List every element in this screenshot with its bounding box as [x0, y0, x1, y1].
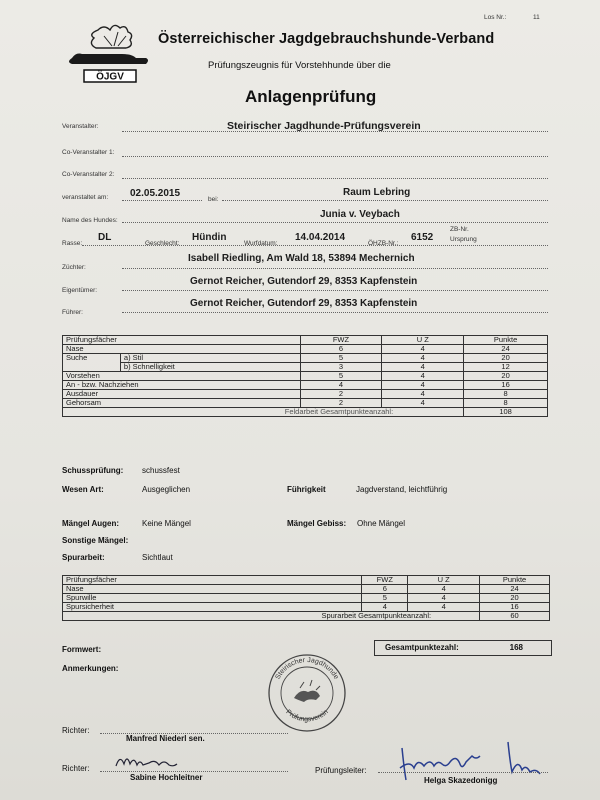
eigentuemer-label: Eigentümer: — [62, 287, 98, 294]
richter1-label: Richter: — [62, 726, 90, 735]
fuehrigkeit-value: Jagdverstand, leichtführig — [356, 485, 448, 494]
table-header-row — [63, 576, 550, 585]
header-fwz: FWZ — [362, 576, 408, 585]
fuehrer-label: Führer: — [62, 309, 83, 316]
wesen-label: Wesen Art: — [62, 485, 104, 494]
richter1-name: Manfred Niederl sen. — [126, 734, 205, 743]
exam-heading: Anlagenprüfung — [245, 87, 377, 106]
table-row: Ausdauer 2 4 8 — [63, 390, 548, 399]
spur-label: Spurarbeit: — [62, 553, 105, 562]
oehzb-value: 6152 — [411, 232, 434, 243]
co-veranstalter-2-label: Co-Veranstalter 2: — [62, 171, 115, 178]
table-total-row — [63, 408, 548, 417]
los-label: Los Nr.: — [484, 14, 507, 21]
table-header-row — [63, 336, 548, 345]
co-veranstalter-1-label: Co-Veranstalter 1: — [62, 149, 115, 156]
track-work-table — [62, 575, 550, 621]
anmerkungen-label: Anmerkungen: — [62, 664, 119, 673]
schuss-value: schussfest — [142, 466, 180, 475]
gebiss-value: Ohne Mängel — [357, 519, 406, 528]
eigentuemer-value: Gernot Reicher, Gutendorf 29, 8353 Kapfenstein — [190, 276, 418, 287]
wurfdatum-value: 14.04.2014 — [295, 232, 346, 243]
field-work-total-label: Feldarbeit Gesamtpunkteanzahl: — [63, 408, 464, 417]
richter2-label: Richter: — [62, 764, 90, 773]
bei-label: bei: — [208, 196, 219, 203]
zuechter-value: Isabell Riedling, Am Wald 18, 53894 Mechernich — [188, 253, 415, 264]
wurfdatum-label: Wurfdatum: — [244, 240, 278, 247]
club-stamp — [266, 652, 348, 734]
certificate-subtitle: Prüfungszeugnis für Vorstehhunde über die — [208, 60, 391, 71]
table-row: An - bzw. Nachziehen 4 4 16 — [63, 381, 548, 390]
table-row: Spursicherheit 4 4 16 — [63, 603, 550, 612]
augen-value: Keine Mängel — [142, 519, 191, 528]
rasse-label: Rasse: — [62, 240, 83, 247]
wesen-value: Ausgeglichen — [142, 485, 191, 494]
formwert-label: Formwert: — [62, 645, 102, 654]
gesamt-label: Gesamtpunktezahl: — [385, 643, 459, 652]
veranstalter-label: Veranstalter: — [62, 123, 99, 130]
richter2-name: Sabine Hochleitner — [130, 773, 203, 782]
ort-value: Raum Lebring — [343, 187, 411, 198]
header-subject: Prüfungsfächer — [63, 336, 301, 345]
svg-text:Prüfungsverein: Prüfungsverein — [284, 708, 330, 724]
svg-text:Steirischer Jagdhunde: Steirischer Jagdhunde — [274, 656, 340, 681]
gesamt-box — [374, 640, 552, 656]
field-work-table — [62, 335, 548, 417]
pruefungsleiter-label: Prüfungsleiter: — [315, 766, 367, 775]
los-value: 11 — [533, 14, 540, 21]
zb-label: ZB-Nr. — [450, 226, 469, 233]
geschlecht-value: Hündin — [192, 232, 227, 243]
header-punkte: Punkte — [464, 336, 548, 345]
fuehrigkeit-label: Führigkeit — [287, 485, 326, 494]
table-row: Vorstehen 5 4 20 — [63, 372, 548, 381]
organization-title: Österreichischer Jagdgebrauchshunde-Verband — [158, 31, 495, 47]
oejgv-logo — [60, 22, 160, 84]
table-row: Nase 6 4 24 — [63, 585, 550, 594]
geschlecht-label: Geschlecht: — [145, 240, 180, 247]
table-row: Suche a) Stil 5 4 20 — [63, 354, 548, 363]
header-uz: U Z — [408, 576, 480, 585]
gebiss-label: Mängel Gebiss: — [287, 519, 347, 528]
header-punkte: Punkte — [480, 576, 550, 585]
table-row: Nase 6 4 24 — [63, 345, 548, 354]
dog-name-value: Junia v. Veybach — [320, 209, 400, 220]
field-work-total: 108 — [464, 408, 548, 417]
name-label: Name des Hundes: — [62, 217, 118, 224]
richter2-signature — [112, 750, 202, 772]
table-row: Spurwille 5 4 20 — [63, 594, 550, 603]
datum-label: veranstaltet am: — [62, 194, 109, 201]
table-row: Gehorsam 2 4 8 — [63, 399, 548, 408]
oehzb-label: ÖHZB-Nr.: — [368, 240, 399, 247]
fuehrer-value: Gernot Reicher, Gutendorf 29, 8353 Kapfenstein — [190, 298, 418, 309]
augen-label: Mängel Augen: — [62, 519, 120, 528]
track-work-total: 60 — [480, 612, 550, 621]
rasse-value: DL — [98, 232, 112, 243]
spur-value: Sichtlaut — [142, 553, 173, 562]
header-subject: Prüfungsfächer — [63, 576, 362, 585]
zuechter-label: Züchter: — [62, 264, 86, 271]
header-fwz: FWZ — [300, 336, 382, 345]
table-row: b) Schnelligkeit 3 4 12 — [63, 363, 548, 372]
schuss-label: Schussprüfung: — [62, 466, 124, 475]
veranstalter-value: Steirischer Jagdhunde-Prüfungsverein — [227, 120, 421, 132]
ursprung-label: Ursprung — [450, 236, 477, 243]
datum-value: 02.05.2015 — [130, 188, 181, 199]
sonstige-label: Sonstige Mängel: — [62, 536, 129, 545]
gesamt-value: 168 — [509, 643, 523, 652]
pruefungsleiter-name: Helga Skazedonigg — [424, 776, 498, 785]
header-uz: U Z — [382, 336, 464, 345]
table-total-row — [63, 612, 550, 621]
svg-text:ÖJGV: ÖJGV — [96, 71, 124, 83]
track-work-total-label: Spurarbeit Gesamtpunkteanzahl: — [63, 612, 480, 621]
